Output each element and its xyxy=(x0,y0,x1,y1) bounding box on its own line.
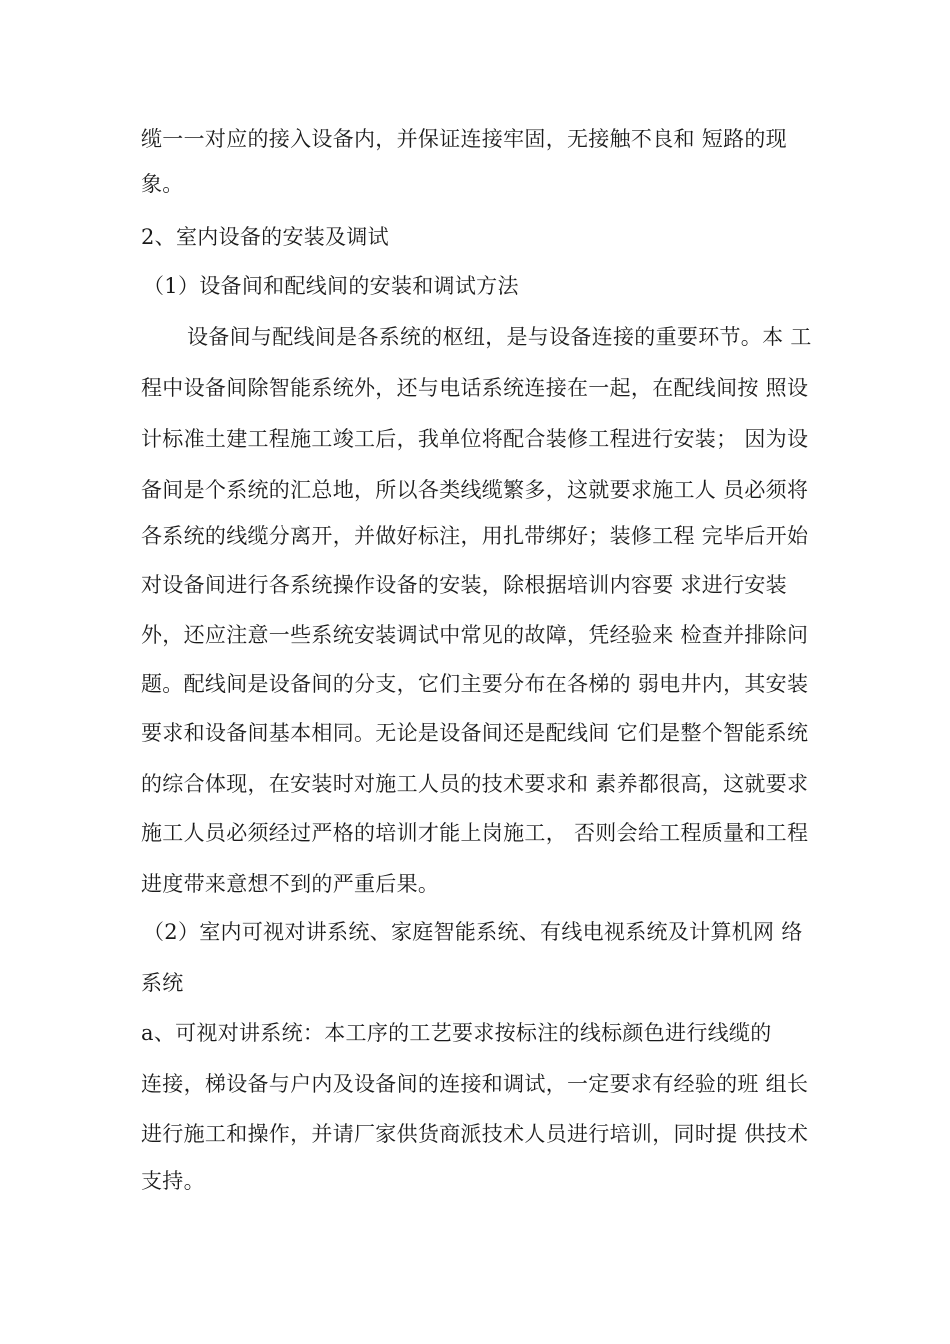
subsection-heading: （2）室内可视对讲系统、家庭智能系统、有线电视系统及计算机网 络 xyxy=(143,920,803,944)
paragraph-line: 备间是个系统的汇总地，所以各类线缆繁多，这就要求施工人 员必须将 xyxy=(141,478,809,502)
paragraph-line: 计标准土建工程施工竣工后，我单位将配合装修工程进行安装； 因为设 xyxy=(141,427,809,451)
paragraph-line: 要求和设备间基本相同。无论是设备间还是配线间 它们是整个智能系统 xyxy=(141,721,809,745)
paragraph-line: 对设备间进行各系统操作设备的安装，除根据培训内容要 求进行安装 xyxy=(141,573,787,597)
paragraph-line: a、可视对讲系统：本工序的工艺要求按标注的线标颜色进行线缆的 xyxy=(141,1021,772,1045)
paragraph-line: 施工人员必须经过严格的培训才能上岗施工， 否则会给工程质量和工程 xyxy=(141,821,809,845)
paragraph-line: 象。 xyxy=(141,172,184,196)
paragraph-line: 设备间与配线间是各系统的枢纽，是与设备连接的重要环节。本 工 xyxy=(187,325,812,349)
paragraph-line: 程中设备间除智能系统外，还与电话系统连接在一起，在配线间按 照设 xyxy=(141,376,809,400)
section-heading: 2、室内设备的安装及调试 xyxy=(141,225,389,249)
paragraph-line: 缆一一对应的接入设备内，并保证连接牢固，无接触不良和 短路的现 xyxy=(141,127,787,151)
paragraph-line: 进行施工和操作，并请厂家供货商派技术人员进行培训，同时提 供技术 xyxy=(141,1122,809,1146)
subsection-heading: （1）设备间和配线间的安装和调试方法 xyxy=(143,274,519,298)
paragraph-line: 各系统的线缆分离开，并做好标注，用扎带绑好；装修工程 完毕后开始 xyxy=(141,524,809,548)
paragraph-line: 题。配线间是设备间的分支，它们主要分布在各梯的 弱电井内，其安装 xyxy=(141,672,809,696)
subsection-heading-continued: 系统 xyxy=(141,971,184,995)
paragraph-line: 的综合体现，在安装时对施工人员的技术要求和 素养都很高，这就要求 xyxy=(141,772,809,796)
paragraph-line: 进度带来意想不到的严重后果。 xyxy=(141,872,440,896)
paragraph-line: 连接，梯设备与户内及设备间的连接和调试，一定要求有经验的班 组长 xyxy=(141,1072,809,1096)
paragraph-line: 外，还应注意一些系统安装调试中常见的故障，凭经验来 检查并排除问 xyxy=(141,623,809,647)
paragraph-line: 支持。 xyxy=(141,1169,205,1193)
